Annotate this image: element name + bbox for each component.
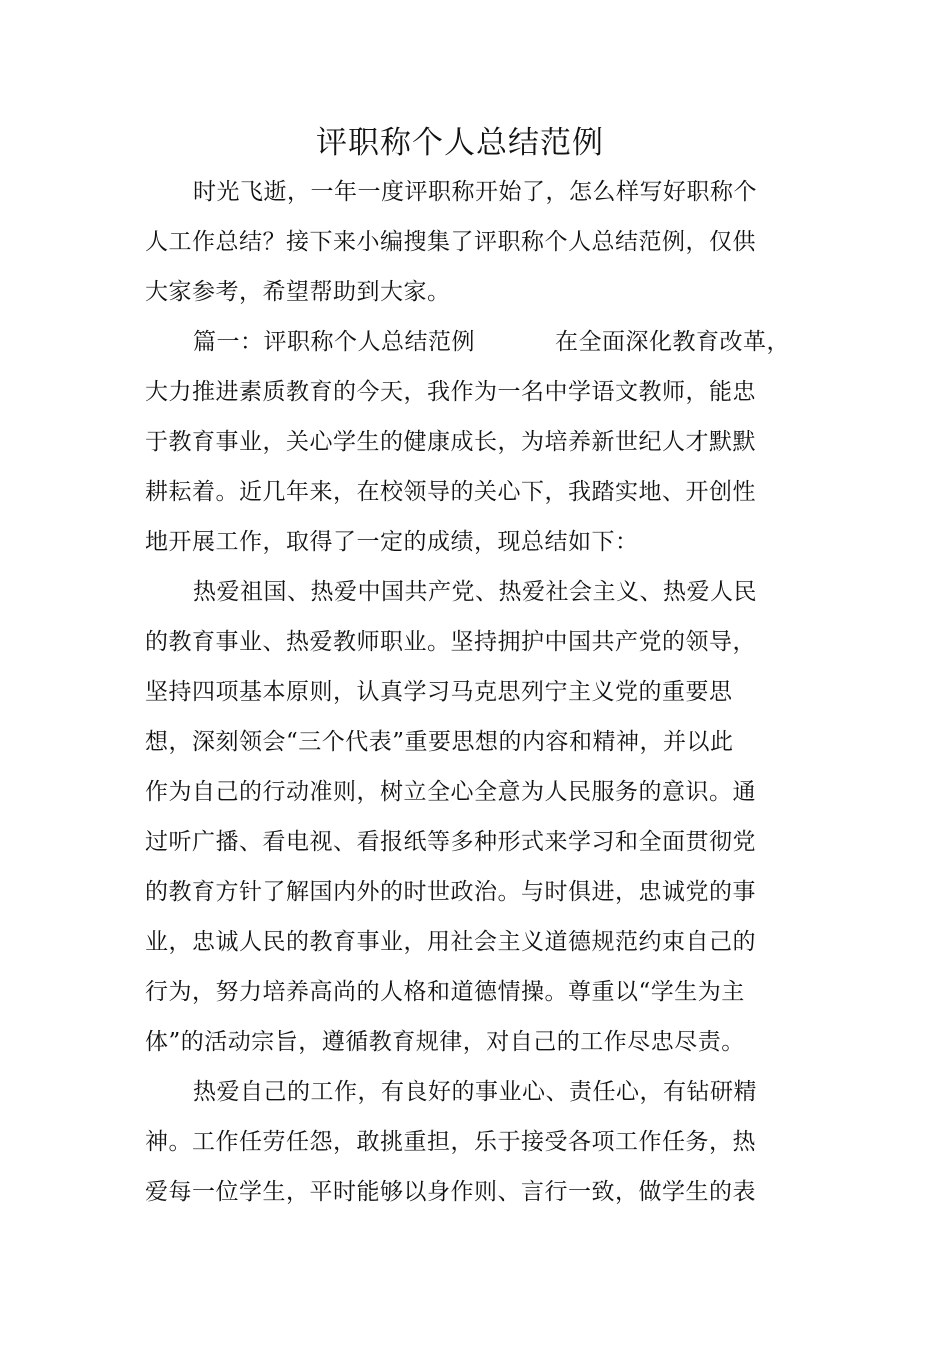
section-heading-line [193, 324, 790, 360]
text-line: 时光飞逝，一年一度评职称开始了，怎么样写好职称个 [193, 179, 757, 205]
text-line: 体”的活动宗旨，遵循教育规律，对自己的工作尽忠尽责。 [145, 1029, 745, 1055]
text-line: 坚持四项基本原则，认真学习马克思列宁主义党的重要思 [145, 679, 733, 705]
text-line: 的教育方针了解国内外的时世政治。与时俱进，忠诚党的事 [145, 879, 756, 905]
text-line: 耕耘着。近几年来，在校领导的关心下，我踏实地、开创性 [145, 479, 756, 505]
text-line: 于教育事业，关心学生的健康成长，为培养新世纪人才默默 [145, 429, 756, 455]
text-line: 人工作总结？接下来小编搜集了评职称个人总结范例，仅供 [145, 229, 756, 255]
text-line: 神。工作任劳任怨，敢挑重担，乐于接受各项工作任务，热 [145, 1129, 756, 1155]
text-line: 作为自己的行动准则，树立全心全意为人民服务的意识。通 [145, 779, 756, 805]
text-line: 热爱祖国、热爱中国共产党、热爱社会主义、热爱人民 [193, 579, 757, 605]
text-line: 地开展工作，取得了一定的成绩，现总结如下： [145, 529, 639, 555]
text-line: 过听广播、看电视、看报纸等多种形式来学习和全面贯彻党 [145, 829, 756, 855]
text-line: 行为，努力培养高尚的人格和道德情操。尊重以“学生为主 [145, 979, 745, 1005]
text-line: 大家参考，希望帮助到大家。 [145, 279, 451, 305]
text-line: 想，深刻领会“三个代表”重要思想的内容和精神，并以此 [145, 729, 734, 755]
text-line: 业，忠诚人民的教育事业，用社会主义道德规范约束自己的 [145, 929, 756, 955]
text-line: 大力推进素质教育的今天，我作为一名中学语文教师，能忠 [145, 379, 756, 405]
text-line: 热爱自己的工作，有良好的事业心、责任心，有钻研精 [193, 1079, 757, 1105]
text-line: 的教育事业、热爱教师职业。坚持拥护中国共产党的领导， [145, 629, 756, 655]
text-segment: 在全面深化教育改革， [555, 329, 790, 355]
document-title: 评职称个人总结范例 [316, 125, 604, 161]
section-heading: 篇一：评职称个人总结范例 [193, 329, 475, 355]
text-line: 爱每一位学生，平时能够以身作则、言行一致，做学生的表 [145, 1179, 756, 1205]
